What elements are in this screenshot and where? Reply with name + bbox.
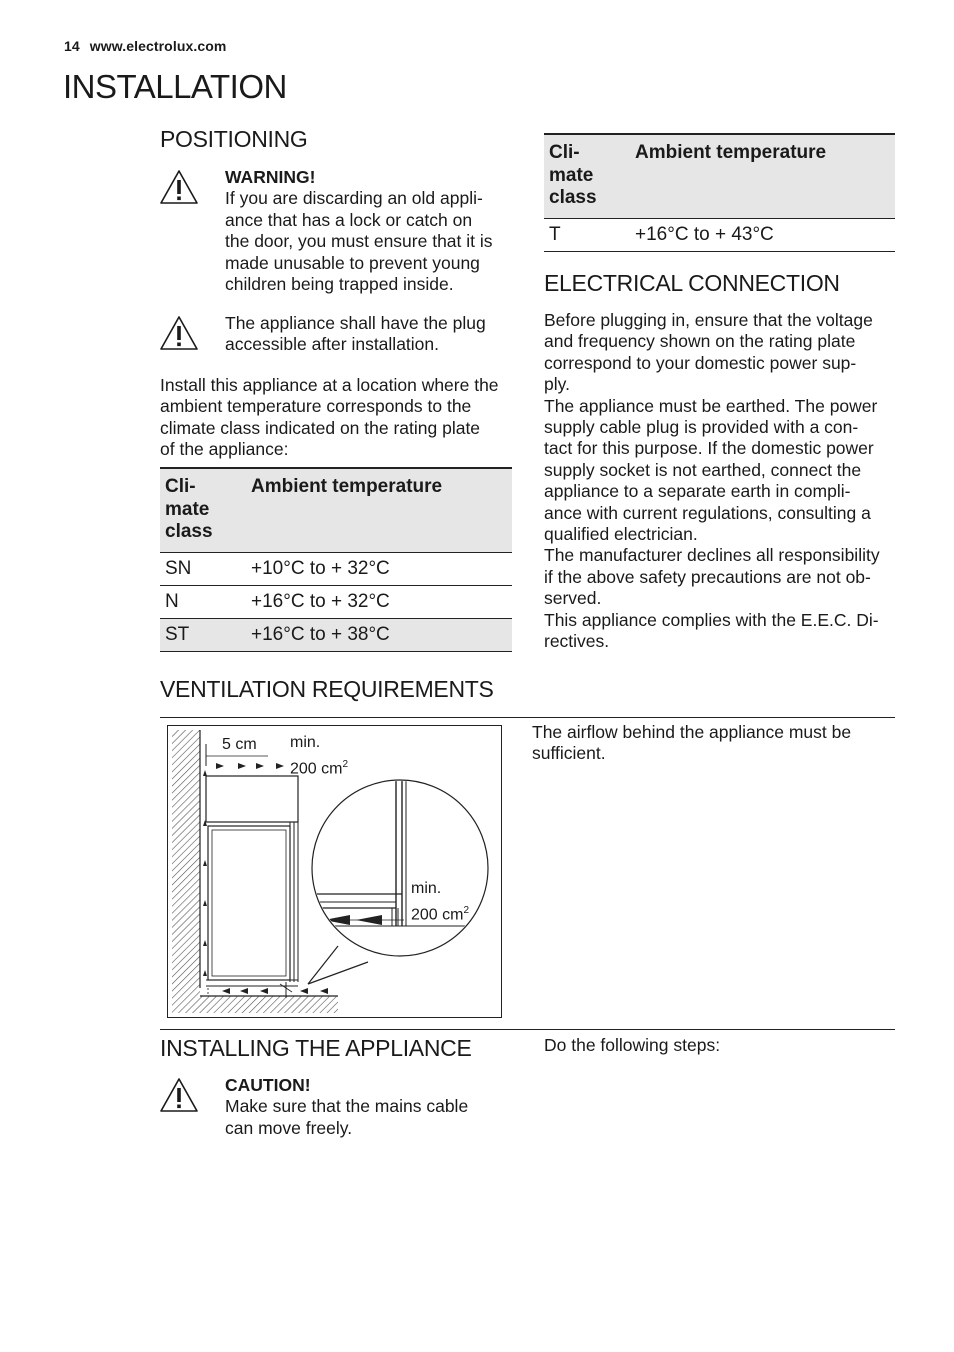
table-cell-temp: +10°C to + 32°C (246, 552, 512, 585)
warning-line: If you are discarding an old appli- (225, 188, 483, 209)
intro-line: climate class indicated on the rating plate (160, 417, 481, 438)
warning-line: ance that has a lock or catch on (225, 209, 473, 230)
table-row (160, 552, 512, 585)
installing-heading: INSTALLING THE APPLIANCE (160, 1035, 472, 1061)
warning-label: WARNING! (225, 167, 316, 187)
caution-block (225, 1075, 525, 1139)
text-line: served. (544, 588, 602, 609)
area-label: 200 cm (290, 759, 343, 777)
caution-label: CAUTION! (225, 1075, 311, 1095)
climate-class-table (160, 467, 512, 652)
area-superscript: 2 (342, 758, 349, 770)
ventilation-diagram (167, 725, 502, 1018)
text-line: supply socket is not earthed, connect the (544, 459, 862, 480)
gap-label: 5 cm (222, 736, 257, 753)
header-line: Cli- (165, 476, 196, 497)
text-line: The manufacturer declines all responsibility (544, 545, 880, 566)
intro-line: of the appliance: (160, 439, 289, 460)
text-line: correspond to your domestic power sup- (544, 352, 857, 373)
area-label: 200 cm (411, 905, 464, 923)
table-cell-class: N (160, 585, 246, 618)
min-area-label-detail (411, 878, 469, 925)
intro-line: ambient temperature corresponds to the (160, 396, 472, 417)
steps-intro: Do the following steps: (544, 1035, 721, 1055)
text-line: This appliance complies with the E.E.C. Di- (544, 609, 879, 630)
positioning-heading: POSITIONING (160, 126, 308, 152)
text-line: ance with current regulations, consulting a (544, 502, 871, 523)
column-header-temperature: Ambient temperature (246, 468, 512, 552)
page-header (64, 38, 226, 54)
caution-icon (159, 1077, 199, 1113)
column-header-temperature: Ambient temperature (630, 134, 895, 218)
table-cell-class: T (544, 218, 630, 251)
text-line: qualified electrician. (544, 524, 698, 545)
table-cell-class: ST (160, 618, 246, 651)
caution-line: Make sure that the mains cable (225, 1096, 469, 1117)
notice-line: accessible after installation. (225, 334, 439, 355)
warning-line: children being trapped inside. (225, 274, 454, 295)
website-link[interactable]: www.electrolux.com (89, 38, 227, 54)
header-line: mate (549, 164, 594, 186)
column-header-class (160, 468, 246, 552)
text-line: supply cable plug is provided with a con- (544, 417, 859, 438)
table-cell-class: SN (160, 552, 246, 585)
warning-block (225, 167, 525, 295)
min-label: min. (290, 734, 321, 751)
page-title: INSTALLATION (63, 68, 287, 105)
warning-line: the door, you must ensure that it is (225, 231, 493, 252)
text-line: rectives. (544, 631, 610, 652)
table-cell-temp: +16°C to + 38°C (246, 618, 512, 651)
text-line: if the above safety precautions are not ob- (544, 566, 871, 587)
area-superscript: 2 (463, 904, 470, 916)
text-line: ply. (544, 374, 570, 395)
electrical-text (544, 310, 904, 653)
warning-icon (159, 169, 199, 205)
header-line: mate (165, 498, 210, 520)
warning-icon (159, 315, 199, 351)
table-cell-temp: +16°C to + 43°C (630, 218, 895, 251)
table-row (160, 585, 512, 618)
text-line: Before plugging in, ensure that the voltage (544, 310, 873, 330)
header-line: class (165, 521, 213, 542)
text-line: tact for this purpose. If the domestic power (544, 438, 874, 459)
text-line: appliance to a separate earth in compli- (544, 481, 851, 502)
positioning-intro (160, 375, 520, 461)
table-row (160, 618, 512, 651)
ventilation-text (532, 722, 892, 765)
header-line: Cli- (549, 142, 580, 163)
text-line: and frequency shown on the rating plate (544, 331, 856, 352)
notice-block (225, 313, 525, 356)
section-divider (160, 717, 895, 718)
column-header-class (544, 134, 630, 218)
caution-line: can move freely. (225, 1117, 353, 1138)
electrical-heading: ELECTRICAL CONNECTION (544, 270, 840, 296)
min-area-label-top (290, 732, 348, 779)
table-cell-temp: +16°C to + 32°C (246, 585, 512, 618)
section-divider (160, 1029, 895, 1030)
ventilation-heading: VENTILATION REQUIREMENTS (160, 676, 494, 702)
page-number: 14 (64, 38, 80, 54)
climate-class-table-continued (544, 133, 895, 252)
text-line: The appliance must be earthed. The power (544, 395, 878, 416)
warning-line: made unusable to prevent young (225, 252, 480, 273)
table-row (544, 218, 895, 251)
intro-line: Install this appliance at a location where the (160, 375, 499, 395)
notice-line: The appliance shall have the plug (225, 313, 486, 333)
min-label: min. (411, 880, 442, 897)
text-line: The airflow behind the appliance must be (532, 722, 852, 742)
header-line: class (549, 187, 597, 208)
text-line: sufficient. (532, 743, 606, 764)
